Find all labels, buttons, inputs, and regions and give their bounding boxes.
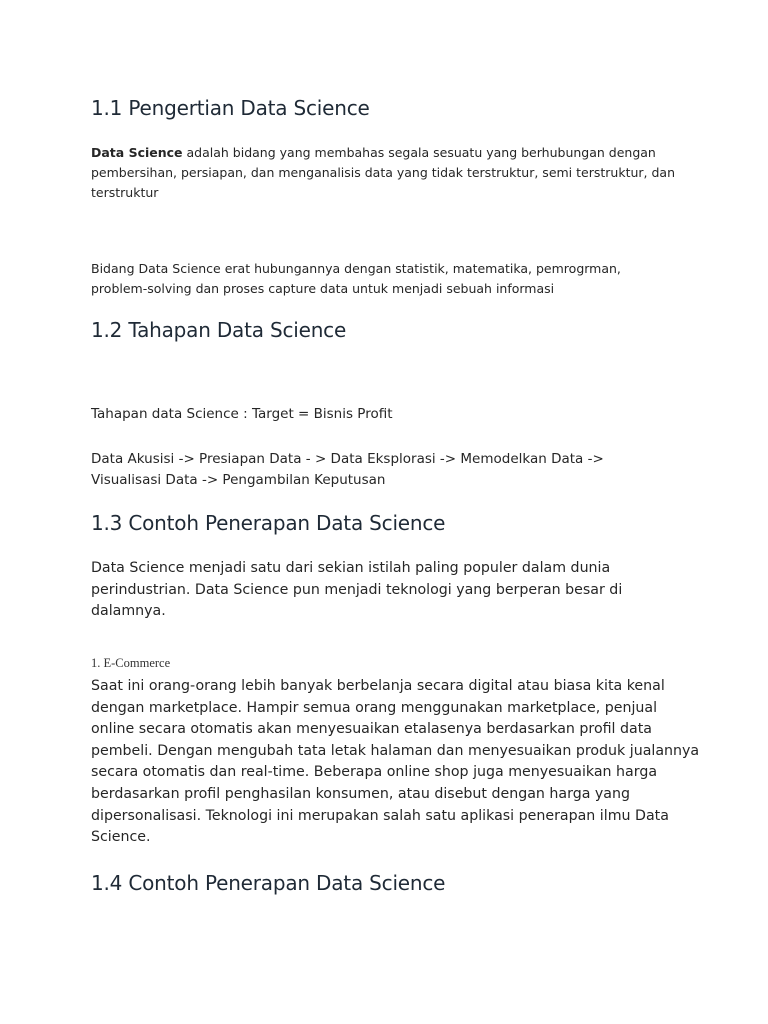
ecommerce-line: dipersonalisasi. Teknologi ini merupakan salah satu aplikasi penerapan ilmu Data <box>91 807 669 824</box>
ecommerce-line: dengan marketplace. Hampir semua orang menggunakan marketplace, penjual <box>91 699 658 716</box>
industry-line-1: Data Science menjadi satu dari sekian istilah paling populer dalam dunia <box>91 560 611 576</box>
paragraph-industry <box>91 558 691 623</box>
ecommerce-line: Science. <box>91 829 151 846</box>
definition-line-2: pembersihan, persiapan, dan menganalisis data yang tidak terstruktur, semi terstruktur, dan <box>91 165 675 180</box>
ecommerce-line: online secara otomatis akan menyesuaikan etalasenya berdasarkan profil data <box>91 721 652 738</box>
industry-line-3: dalamnya. <box>91 603 166 620</box>
definition-line-1 <box>91 143 681 163</box>
industry-line-2: perindustrian. Data Science pun menjadi teknologi yang berperan besar di <box>91 581 623 598</box>
ecommerce-line: Saat ini orang-orang lebih banyak berbelanja secara digital atau biasa kita kenal <box>91 678 665 694</box>
paragraph-definition <box>91 143 681 203</box>
term-data-science: Data Science <box>91 145 183 160</box>
ecommerce-line: pembeli. Dengan mengubah tata letak halaman dan menyesuaikan produk jualannya <box>91 742 700 759</box>
paragraph-related-fields <box>91 259 681 299</box>
ecommerce-line: berdasarkan profil penghasilan konsumen, atau disebut dengan harga yang <box>91 785 630 802</box>
related-line-2: problem-solving dan proses capture data untuk menjadi sebuah informasi <box>91 281 555 296</box>
heading-tahapan: 1.2 Tahapan Data Science <box>91 318 347 342</box>
definition-line-3: terstruktur <box>91 185 159 200</box>
heading-contoh-penerapan: 1.3 Contoh Penerapan Data Science <box>91 511 446 535</box>
related-line-1: Bidang Data Science erat hubungannya dengan statistik, matematika, pemrogrman, <box>91 261 621 276</box>
paragraph-stages <box>91 449 691 491</box>
stages-line-2: Visualisasi Data -> Pengambilan Keputusan <box>91 472 386 488</box>
paragraph-ecommerce <box>91 676 700 849</box>
heading-contoh-penerapan-2: 1.4 Contoh Penerapan Data Science <box>91 871 446 895</box>
ecommerce-line: secara otomatis dan real-time. Beberapa online shop juga menyesuaikan harga <box>91 764 658 781</box>
definition-line-1-rest: adalah bidang yang membahas segala sesuatu yang berhubungan dengan <box>182 145 656 160</box>
stages-line-1: Data Akusisi -> Presiapan Data - > Data Eksplorasi -> Memodelkan Data -> <box>91 451 604 467</box>
paragraph-target: Tahapan data Science : Target = Bisnis Profit <box>91 406 393 422</box>
list-item-ecommerce: 1. E-Commerce <box>91 656 171 670</box>
heading-pengertian: 1.1 Pengertian Data Science <box>91 96 370 120</box>
